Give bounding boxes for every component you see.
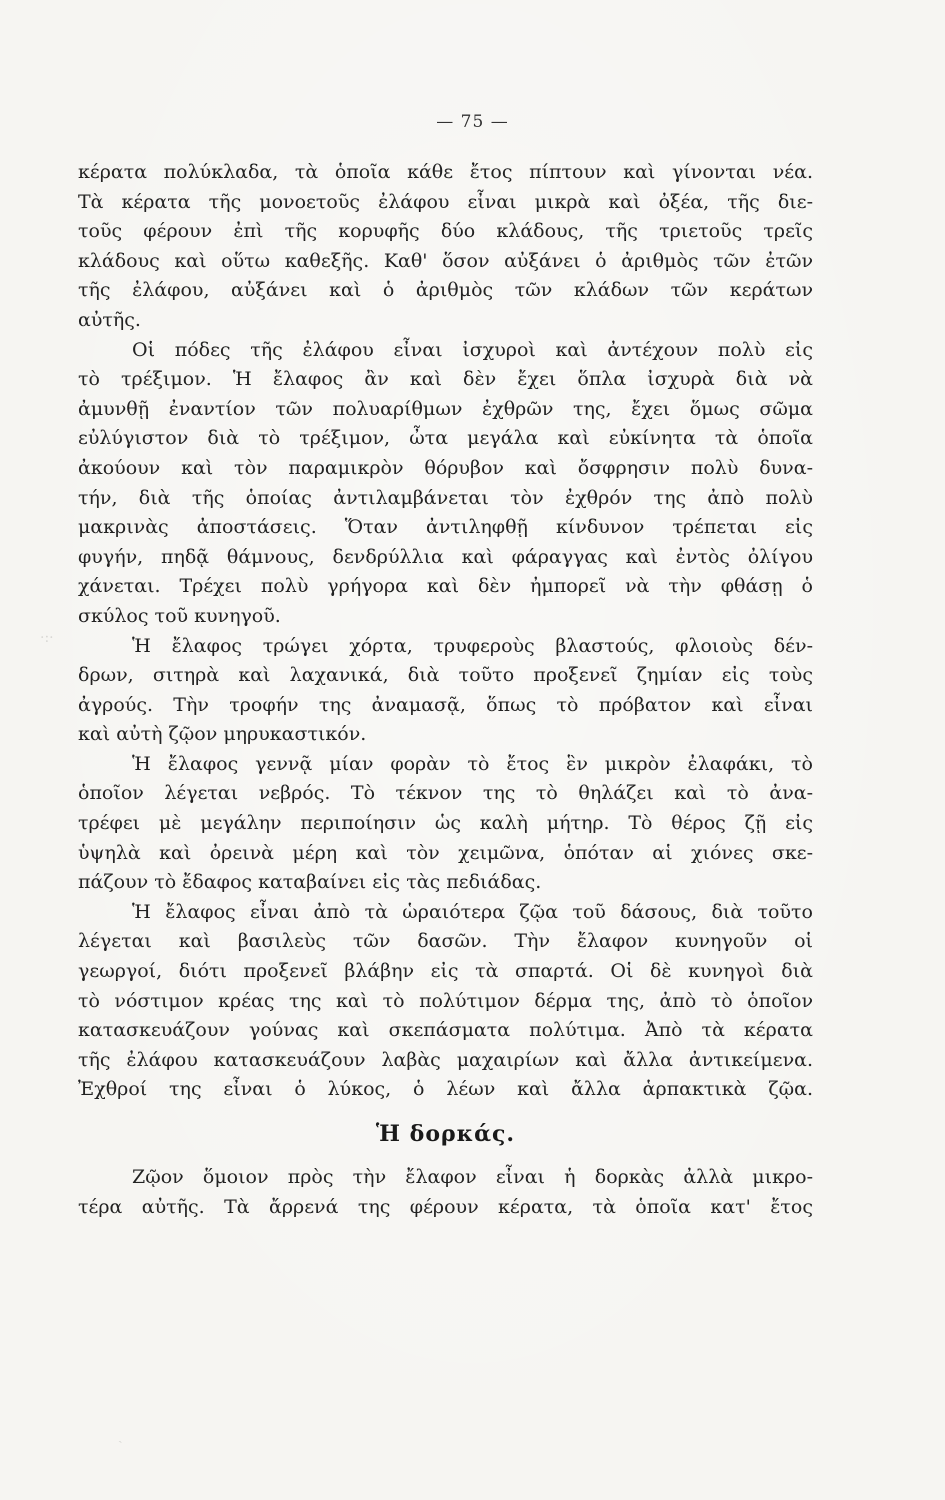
text-line: τοῦς φέρουν ἐπὶ τῆς κορυφῆς δύο κλάδους, τῆς τριετοῦς τρεῖς <box>78 220 813 243</box>
text-line: καὶ αὐτὴ ζῷον μηρυκαστικόν. <box>78 723 367 746</box>
text-line: λέγεται καὶ βασιλεὺς τῶν δασῶν. Τὴν ἔλαφον κυνηγοῦν οἱ <box>78 930 813 953</box>
text-line: Τὰ κέρατα τῆς μονοετοῦς ἐλάφου εἶναι μικρὰ καὶ ὀξέα, τῆς διε- <box>78 190 813 213</box>
text-line: τέρα αὐτῆς. Τὰ ἄρρενά της φέρουν κέρατα, τὰ ὁποῖα κατ' ἔτος <box>78 1195 813 1218</box>
text-line: ἀμυνθῇ ἐναντίον τῶν πολυαρίθμων ἐχθρῶν της, ἔχει ὅμως σῶμα <box>78 397 813 420</box>
text-line: φυγήν, πηδᾷ θάμνους, δενδρύλλια καὶ φάραγγας καὶ ἐντὸς ὀλίγου <box>78 545 813 568</box>
body-text <box>78 158 813 1222</box>
text-line: Οἱ πόδες τῆς ἐλάφου εἶναι ἰσχυροὶ καὶ ἀντέχουν πολὺ εἰς <box>132 338 813 361</box>
text-line: κέρατα πολύκλαδα, τὰ ὁποῖα κάθε ἔτος πίπτουν καὶ γίνονται νέα. <box>78 161 813 183</box>
text-line: τῆς ἐλάφου κατασκευάζουν λαβὰς μαχαιρίων καὶ ἄλλα ἀντικείμενα. <box>78 1048 813 1071</box>
paragraphs-gazelle <box>78 1163 813 1222</box>
text-line: τρέφει μὲ μεγάλην περιποίησιν ὡς καλὴ μήτηρ. Τὸ θέρος ζῇ εἰς <box>78 812 813 835</box>
page-number: — 75 — <box>436 112 509 132</box>
text-line: κατασκευάζουν γούνας καὶ σκεπάσματα πολύτιμα. Ἀπὸ τὰ κέρατα <box>78 1019 813 1042</box>
text-line: Ἐχθροί της εἶναι ὁ λύκος, ὁ λέων καὶ ἄλλα ἁρπακτικὰ ζῷα. <box>78 1078 813 1101</box>
page-mark: ·:· <box>40 630 54 646</box>
text-line: κλάδους καὶ οὕτω καθεξῆς. Καθ' ὅσον αὐξάνει ὁ ἀριθμὸς τῶν ἐτῶν <box>78 249 813 272</box>
section-heading: Ἡ δορκάς. <box>375 1121 516 1147</box>
text-line: γεωργοί, διότι προξενεῖ βλάβην εἰς τὰ σπαρτά. Οἱ δὲ κυνηγοὶ διὰ <box>78 960 813 983</box>
text-line: τῆς ἐλάφου, αὐξάνει καὶ ὁ ἀριθμὸς τῶν κλάδων τῶν κεράτων <box>78 279 813 302</box>
paragraphs-deer <box>78 158 813 1105</box>
text-line: Ἡ ἔλαφος εἶναι ἀπὸ τὰ ὡραιότερα ζῷα τοῦ δάσους, διὰ τοῦτο <box>132 900 813 923</box>
text-line: μακρινὰς ἀποστάσεις. Ὅταν ἀντιληφθῇ κίνδυνον τρέπεται εἰς <box>78 516 813 539</box>
text-line: Ἡ ἔλαφος τρώγει χόρτα, τρυφεροὺς βλαστούς, φλοιοὺς δέν- <box>132 634 813 657</box>
text-line: ὑψηλὰ καὶ ὀρεινὰ μέρη καὶ τὸν χειμῶνα, ὁπόταν αἱ χιόνες σκε- <box>78 841 813 864</box>
text-line: σκύλος τοῦ κυνηγοῦ. <box>78 604 281 627</box>
text-line: αὐτῆς. <box>78 308 141 331</box>
text-line: εὐλύγιστον διὰ τὸ τρέξιμον, ὦτα μεγάλα καὶ εὐκίνητα τὰ ὁποῖα <box>78 427 813 450</box>
text-line: ὁποῖον λέγεται νεβρός. Τὸ τέκνον της τὸ θηλάζει καὶ τὸ ἀνα- <box>78 782 813 805</box>
text-line: τὸ νόστιμον κρέας της καὶ τὸ πολύτιμον δέρμα της, ἀπὸ τὸ ὁποῖον <box>78 989 813 1012</box>
text-line: τὸ τρέξιμον. Ἡ ἔλαφος ἂν καὶ δὲν ἔχει ὅπλα ἰσχυρὰ διὰ νὰ <box>78 368 813 391</box>
text-line: χάνεται. Τρέχει πολὺ γρήγορα καὶ δὲν ἠμπορεῖ νὰ τὴν φθάσῃ ὁ <box>78 575 813 598</box>
text-line: Ἡ ἔλαφος γεννᾷ μίαν φορὰν τὸ ἔτος ἓν μικρὸν ἐλαφάκι, τὸ <box>132 752 813 775</box>
page-mark: ˏ <box>118 1428 123 1444</box>
text-line: ἀκούουν καὶ τὸν παραμικρὸν θόρυβον καὶ ὄσφρησιν πολὺ δυνα- <box>78 456 813 479</box>
text-line: τήν, διὰ τῆς ὁποίας ἀντιλαμβάνεται τὸν ἐχθρόν της ἀπὸ πολὺ <box>78 486 813 509</box>
text-line: Ζῷον ὅμοιον πρὸς τὴν ἔλαφον εἶναι ἡ δορκὰς ἀλλὰ μικρο- <box>132 1166 813 1188</box>
text-line: δρων, σιτηρὰ καὶ λαχανικά, διὰ τοῦτο προξενεῖ ζημίαν εἰς τοὺς <box>78 664 813 687</box>
text-line: ἀγρούς. Τὴν τροφήν της ἀναμασᾷ, ὅπως τὸ πρόβατον καὶ εἶναι <box>78 693 813 716</box>
text-line: πάζουν τὸ ἔδαφος καταβαίνει εἰς τὰς πεδιάδας. <box>78 871 542 894</box>
